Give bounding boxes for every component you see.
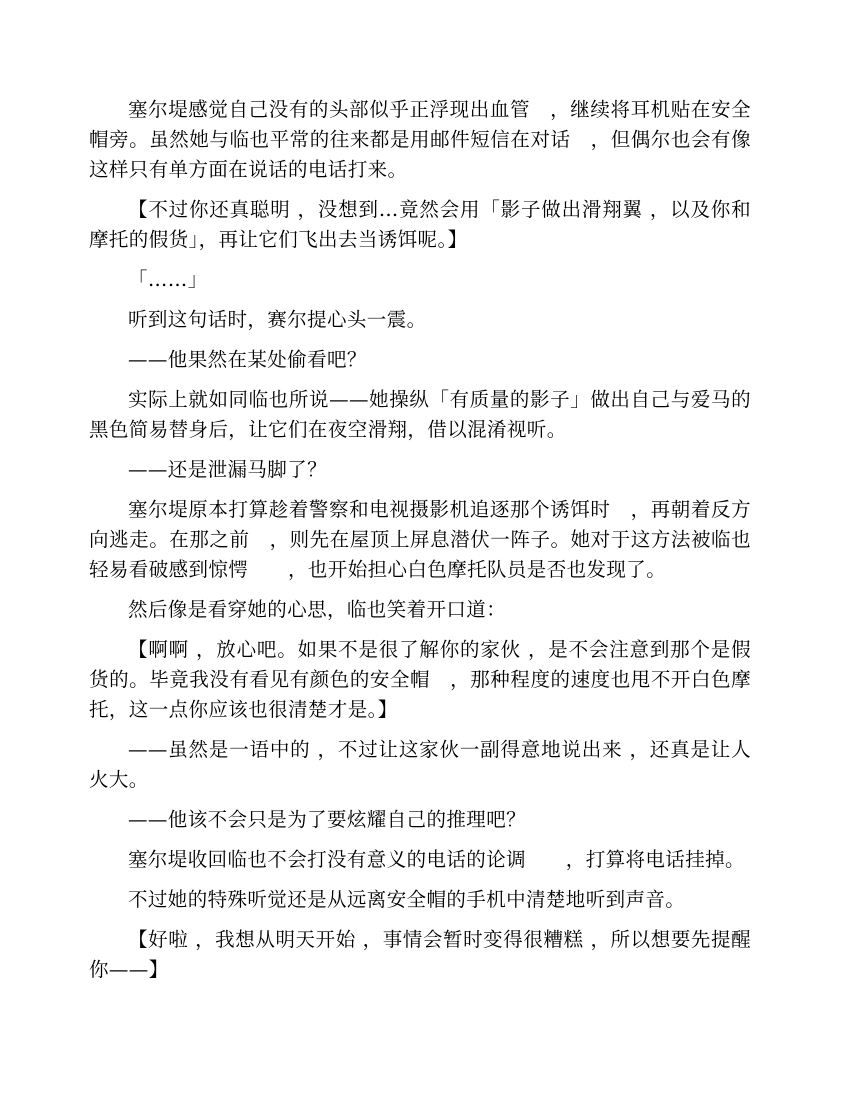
- paragraph-15: 【好啦 ，我想从明天开始 ，事情会暂时变得很糟糕 ，所以想要先提醒你——】: [89, 928, 751, 981]
- paragraph-4: 听到这句话时，赛尔提心头一震。: [128, 308, 427, 331]
- paragraph-11: ——虽然是一语中的 ，不过让这家伙一副得意地说出来 ，还真是让人火大。: [89, 738, 751, 791]
- paragraph-14: 不过她的特殊听觉还是从远离安全帽的手机中清楚地听到声音。: [128, 888, 686, 911]
- paragraph-7: ——还是泄漏马脚了？: [128, 458, 328, 481]
- paragraph-12: ——他该不会只是为了要炫耀自己的推理吧？: [128, 808, 527, 831]
- paragraph-2: 【不过你还真聪明 ，没想到…竟然会用「影子做出滑翔翼 ，以及你和摩托的假货」，再让它们飞出去当诱饵呢。】: [89, 198, 751, 251]
- paragraph-1: 塞尔堤感觉自己没有的头部似乎正浮现出血管 ，继续将耳机贴在安全帽旁。虽然她与临也平常的往来都是用邮件短信在对话 ，但偶尔也会有像这样只有单方面在说话的电话打来。: [89, 98, 751, 181]
- paragraph-10: 【啊啊 ，放心吧。如果不是很了解你的家伙 ，是不会注意到那个是假货的。毕竟我没有看见有颜色的安全帽 ，那种程度的速度也甩不开白色摩托，这一点你应该也很清楚才是。】: [89, 638, 751, 721]
- paragraph-5: ——他果然在某处偷看吧？: [128, 348, 367, 371]
- paragraph-13: 塞尔堤收回临也不会打没有意义的电话的论调 ，打算将电话挂掉。: [128, 848, 745, 871]
- paragraph-3: 「……」: [128, 268, 208, 291]
- paragraph-9: 然后像是看穿她的心思，临也笑着开口道：: [128, 598, 507, 621]
- paragraph-6: 实际上就如同临也所说——她操纵「有质量的影子」做出自己与爱马的黑色简易替身后，让它们在夜空滑翔，借以混淆视听。: [89, 388, 751, 441]
- document-page: [89, 95, 751, 995]
- paragraph-8: 塞尔堤原本打算趁着警察和电视摄影机追逐那个诱饵时 ，再朝着反方向逃走。在那之前 ，则先在屋顶上屏息潜伏一阵子。她对于这方法被临也轻易看破感到惊愕 ，也开始担心白色摩托队员是否也发现了。: [89, 498, 751, 581]
